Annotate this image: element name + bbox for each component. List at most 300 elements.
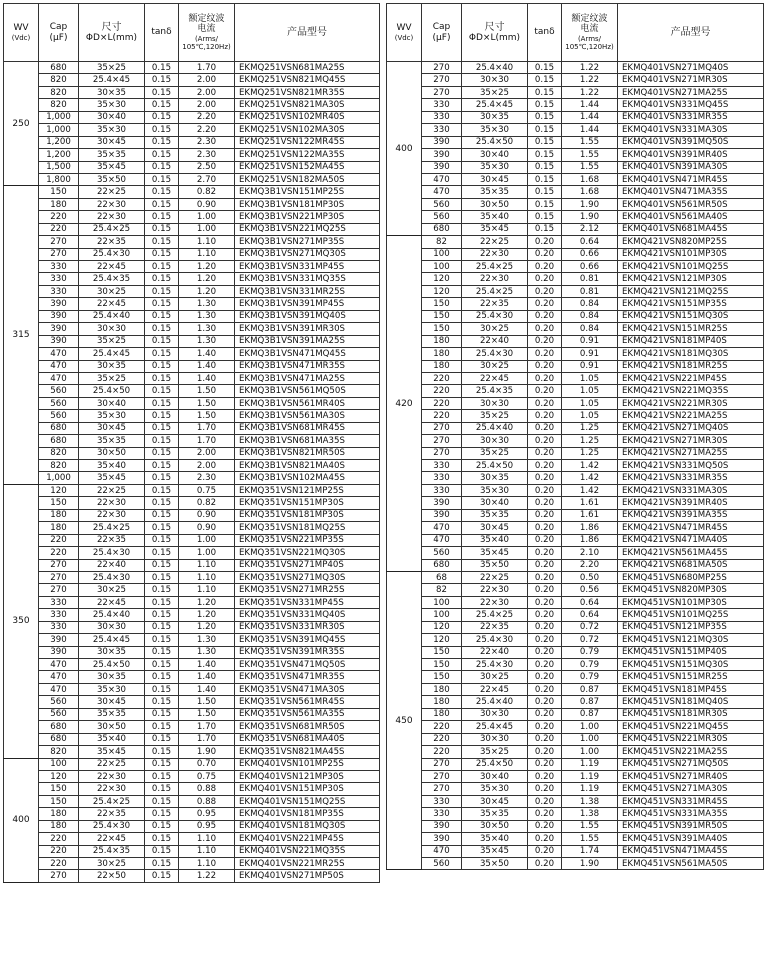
cap-cell: 100 <box>39 758 79 770</box>
size-cell: 25.4×50 <box>462 758 528 770</box>
table-row <box>4 298 380 310</box>
part-number-cell: EKMQ401VSN271MA25S <box>618 86 764 98</box>
table-row <box>4 522 380 534</box>
size-cell: 35×25 <box>79 335 145 347</box>
cap-cell: 270 <box>39 584 79 596</box>
table-row <box>4 820 380 832</box>
cap-cell: 1,000 <box>39 111 79 123</box>
cap-cell: 180 <box>39 820 79 832</box>
cap-cell: 220 <box>39 845 79 857</box>
cap-cell: 390 <box>39 335 79 347</box>
ripple-cell: 1.55 <box>562 136 618 148</box>
cap-cell: 820 <box>39 86 79 98</box>
cap-cell: 330 <box>39 285 79 297</box>
part-number-cell: EKMQ401VSN391MQ50S <box>618 136 764 148</box>
tan-cell: 0.20 <box>528 721 562 733</box>
ripple-cell: 1.50 <box>179 385 235 397</box>
part-number-cell: EKMQ401VSN271MP50S <box>235 870 380 882</box>
ripple-cell: 0.82 <box>179 186 235 198</box>
tan-cell: 0.15 <box>528 136 562 148</box>
tan-cell: 0.15 <box>145 509 179 521</box>
size-cell: 22×45 <box>462 372 528 384</box>
part-number-cell: EKMQ351VSN681MR50S <box>235 721 380 733</box>
table-row <box>387 733 764 745</box>
tan-cell: 0.20 <box>528 746 562 758</box>
size-cell: 22×45 <box>79 261 145 273</box>
table-row <box>387 696 764 708</box>
size-cell: 35×45 <box>462 547 528 559</box>
tan-cell: 0.15 <box>145 273 179 285</box>
size-cell: 30×30 <box>462 435 528 447</box>
cap-cell: 180 <box>422 360 462 372</box>
part-number-cell: EKMQ351VSN331MP45S <box>235 596 380 608</box>
cap-cell: 1,500 <box>39 161 79 173</box>
cap-cell: 680 <box>39 62 79 74</box>
tan-cell: 0.15 <box>145 746 179 758</box>
size-cell: 22×35 <box>79 236 145 248</box>
table-row <box>387 86 764 98</box>
part-number-cell: EKMQ421VSN151MQ30S <box>618 310 764 322</box>
table-row <box>4 472 380 484</box>
table-row <box>387 372 764 384</box>
tan-cell: 0.15 <box>528 124 562 136</box>
size-cell: 30×40 <box>462 149 528 161</box>
size-cell: 22×40 <box>462 335 528 347</box>
part-number-cell: EKMQ251VSN122MR45S <box>235 136 380 148</box>
tan-cell: 0.20 <box>528 795 562 807</box>
cap-cell: 820 <box>39 746 79 758</box>
tan-cell: 0.15 <box>528 74 562 86</box>
cap-cell: 120 <box>422 634 462 646</box>
tan-cell: 0.20 <box>528 484 562 496</box>
ripple-cell: 2.30 <box>179 472 235 484</box>
ripple-cell: 1.70 <box>179 435 235 447</box>
ripple-cell: 1.70 <box>179 721 235 733</box>
part-number-cell: EKMQ451VSN221MQ45S <box>618 721 764 733</box>
cap-cell: 390 <box>422 149 462 161</box>
cap-cell: 680 <box>39 435 79 447</box>
cap-cell: 330 <box>422 472 462 484</box>
part-number-cell: EKMQ351VSN221MQ30S <box>235 547 380 559</box>
cap-cell: 150 <box>39 497 79 509</box>
tan-cell: 0.20 <box>528 708 562 720</box>
tan-cell: 0.15 <box>145 86 179 98</box>
part-number-cell: EKMQ451VSN391MR50S <box>618 820 764 832</box>
part-number-cell: EKMQ451VSN561MA50S <box>618 858 764 870</box>
part-number-cell: EKMQ3B1VSN181MP30S <box>235 198 380 210</box>
table-row <box>4 534 380 546</box>
tan-cell: 0.20 <box>528 435 562 447</box>
tan-cell: 0.15 <box>145 634 179 646</box>
ripple-cell: 0.84 <box>562 298 618 310</box>
size-cell: 30×25 <box>462 671 528 683</box>
ripple-cell: 1.61 <box>562 509 618 521</box>
cap-cell: 180 <box>39 808 79 820</box>
size-cell: 30×40 <box>79 111 145 123</box>
tan-cell: 0.20 <box>528 385 562 397</box>
ripple-cell: 0.95 <box>179 820 235 832</box>
table-row <box>4 111 380 123</box>
size-cell: 30×40 <box>462 770 528 782</box>
size-cell: 35×35 <box>462 186 528 198</box>
tan-cell: 0.20 <box>528 696 562 708</box>
table-row <box>387 285 764 297</box>
part-number-cell: EKMQ251VSN152MA45S <box>235 161 380 173</box>
cap-cell: 390 <box>422 509 462 521</box>
cap-cell: 270 <box>422 447 462 459</box>
size-cell: 22×30 <box>79 770 145 782</box>
size-cell: 25.4×45 <box>79 634 145 646</box>
table-row <box>4 99 380 111</box>
size-cell: 25.4×25 <box>79 223 145 235</box>
ripple-cell: 2.00 <box>179 460 235 472</box>
tan-cell: 0.15 <box>145 261 179 273</box>
table-row <box>4 223 380 235</box>
part-number-cell: EKMQ351VSN821MA45S <box>235 746 380 758</box>
table-row <box>387 621 764 633</box>
cap-cell: 270 <box>422 758 462 770</box>
cap-cell: 180 <box>422 335 462 347</box>
ripple-cell: 1.05 <box>562 385 618 397</box>
ripple-cell: 1.22 <box>562 74 618 86</box>
tan-cell: 0.15 <box>145 223 179 235</box>
cap-cell: 820 <box>39 99 79 111</box>
cap-cell: 150 <box>422 298 462 310</box>
table-row <box>387 360 764 372</box>
tan-cell: 0.15 <box>145 659 179 671</box>
part-number-cell: EKMQ421VSN471MA40S <box>618 534 764 546</box>
part-number-cell: EKMQ421VSN221MQ35S <box>618 385 764 397</box>
size-cell: 35×25 <box>462 447 528 459</box>
size-cell: 22×30 <box>79 211 145 223</box>
ripple-cell: 0.72 <box>562 621 618 633</box>
size-cell: 25.4×25 <box>462 609 528 621</box>
ripple-cell: 0.79 <box>562 659 618 671</box>
tan-cell: 0.20 <box>528 410 562 422</box>
tan-cell: 0.15 <box>145 285 179 297</box>
part-number-cell: EKMQ401VSN391MA30S <box>618 161 764 173</box>
ripple-cell: 1.10 <box>179 248 235 260</box>
part-number-cell: EKMQ451VSN221MR30S <box>618 733 764 745</box>
ripple-cell: 0.91 <box>562 335 618 347</box>
part-number-cell: EKMQ3B1VSN561MQ50S <box>235 385 380 397</box>
size-cell: 25.4×30 <box>462 659 528 671</box>
size-cell: 35×30 <box>79 99 145 111</box>
part-number-cell: EKMQ3B1VSN821MA40S <box>235 460 380 472</box>
tan-cell: 0.20 <box>528 609 562 621</box>
size-cell: 30×35 <box>462 111 528 123</box>
size-cell: 35×30 <box>79 683 145 695</box>
part-number-cell: EKMQ351VSN331MR30S <box>235 621 380 633</box>
part-number-cell: EKMQ3B1VSN102MA45S <box>235 472 380 484</box>
table-row <box>4 634 380 646</box>
table-row <box>387 447 764 459</box>
size-cell: 35×25 <box>462 410 528 422</box>
cap-cell: 470 <box>39 360 79 372</box>
table-row <box>4 410 380 422</box>
tan-cell: 0.15 <box>528 211 562 223</box>
ripple-cell: 0.88 <box>179 795 235 807</box>
ripple-cell: 1.25 <box>562 435 618 447</box>
ripple-cell: 1.00 <box>179 547 235 559</box>
cap-cell: 270 <box>422 783 462 795</box>
size-cell: 25.4×45 <box>462 99 528 111</box>
ripple-cell: 1.42 <box>562 472 618 484</box>
table-row <box>4 422 380 434</box>
table-row <box>387 534 764 546</box>
voltage-group-cell: 400 <box>4 758 39 882</box>
ripple-cell: 1.40 <box>179 671 235 683</box>
part-number-cell: EKMQ451VSN271MA30S <box>618 783 764 795</box>
table-row <box>387 808 764 820</box>
cap-cell: 470 <box>39 671 79 683</box>
table-row <box>4 360 380 372</box>
tan-cell: 0.15 <box>145 397 179 409</box>
part-number-cell: EKMQ3B1VSN331MP45S <box>235 261 380 273</box>
table-row <box>387 547 764 559</box>
tan-cell: 0.20 <box>528 497 562 509</box>
cap-cell: 390 <box>422 497 462 509</box>
part-number-cell: EKMQ421VSN271MQ40S <box>618 422 764 434</box>
ripple-cell: 1.70 <box>179 62 235 74</box>
size-cell: 25.4×25 <box>79 795 145 807</box>
table-row <box>4 733 380 745</box>
tan-cell: 0.15 <box>528 186 562 198</box>
tan-cell: 0.15 <box>145 609 179 621</box>
ripple-cell: 0.82 <box>179 497 235 509</box>
part-number-cell: EKMQ451VSN101MQ25S <box>618 609 764 621</box>
ripple-cell: 2.30 <box>179 149 235 161</box>
ripple-cell: 1.20 <box>179 621 235 633</box>
cap-cell: 470 <box>422 522 462 534</box>
part-number-cell: EKMQ401VSN561MA40S <box>618 211 764 223</box>
part-number-cell: EKMQ401VSN221MQ35S <box>235 845 380 857</box>
cap-cell: 82 <box>422 584 462 596</box>
size-cell: 25.4×40 <box>462 696 528 708</box>
cap-cell: 330 <box>39 596 79 608</box>
part-number-cell: EKMQ401VSN331MA30S <box>618 124 764 136</box>
ripple-cell: 1.10 <box>179 845 235 857</box>
cap-cell: 180 <box>39 198 79 210</box>
size-cell: 22×30 <box>79 509 145 521</box>
ripple-cell: 1.22 <box>562 62 618 74</box>
table-row <box>387 783 764 795</box>
ripple-cell: 1.55 <box>562 161 618 173</box>
part-number-cell: EKMQ451VSN151MR25S <box>618 671 764 683</box>
ripple-cell: 0.72 <box>562 634 618 646</box>
size-cell: 30×35 <box>462 472 528 484</box>
part-number-cell: EKMQ401VSN681MA45S <box>618 223 764 235</box>
table-row <box>4 211 380 223</box>
ripple-cell: 0.90 <box>179 198 235 210</box>
table-row <box>387 646 764 658</box>
ripple-cell: 0.95 <box>179 808 235 820</box>
size-cell: 35×45 <box>79 472 145 484</box>
ripple-cell: 1.40 <box>179 372 235 384</box>
size-cell: 25.4×45 <box>462 721 528 733</box>
ripple-cell: 1.68 <box>562 186 618 198</box>
tan-cell: 0.20 <box>528 584 562 596</box>
tan-cell: 0.15 <box>145 646 179 658</box>
cap-cell: 680 <box>422 559 462 571</box>
table-row <box>387 422 764 434</box>
size-cell: 30×50 <box>79 721 145 733</box>
table-row <box>387 335 764 347</box>
cap-cell: 220 <box>39 223 79 235</box>
table-row <box>4 547 380 559</box>
table-row <box>387 186 764 198</box>
table-row <box>387 74 764 86</box>
tan-cell: 0.15 <box>145 621 179 633</box>
voltage-group-cell: 420 <box>387 236 422 572</box>
ripple-cell: 0.75 <box>179 484 235 496</box>
ripple-cell: 0.90 <box>179 522 235 534</box>
cap-cell: 1,000 <box>39 124 79 136</box>
ripple-cell: 2.20 <box>179 124 235 136</box>
size-cell: 35×40 <box>462 534 528 546</box>
table-row <box>4 571 380 583</box>
cap-cell: 560 <box>422 858 462 870</box>
ripple-cell: 0.81 <box>562 285 618 297</box>
cap-cell: 150 <box>422 671 462 683</box>
table-row <box>4 783 380 795</box>
cap-cell: 120 <box>422 621 462 633</box>
tan-cell: 0.15 <box>145 683 179 695</box>
header-tan: tanδ <box>145 4 179 62</box>
size-cell: 30×35 <box>79 360 145 372</box>
ripple-cell: 0.87 <box>562 708 618 720</box>
ripple-cell: 1.10 <box>179 858 235 870</box>
part-number-cell: EKMQ351VSN681MA40S <box>235 733 380 745</box>
table-row <box>387 659 764 671</box>
tan-cell: 0.20 <box>528 559 562 571</box>
size-cell: 30×45 <box>79 696 145 708</box>
part-number-cell: EKMQ3B1VSN471MA25S <box>235 372 380 384</box>
cap-cell: 470 <box>39 348 79 360</box>
size-cell: 30×45 <box>462 522 528 534</box>
tan-cell: 0.15 <box>145 559 179 571</box>
ripple-cell: 1.10 <box>179 584 235 596</box>
part-number-cell: EKMQ3B1VSN821MR50S <box>235 447 380 459</box>
ripple-cell: 1.44 <box>562 99 618 111</box>
cap-cell: 220 <box>422 385 462 397</box>
part-number-cell: EKMQ451VSN331MA35S <box>618 808 764 820</box>
part-number-cell: EKMQ421VSN121MP30S <box>618 273 764 285</box>
cap-cell: 330 <box>39 273 79 285</box>
tan-cell: 0.15 <box>145 385 179 397</box>
cap-cell: 270 <box>422 435 462 447</box>
part-number-cell: EKMQ421VSN151MP35S <box>618 298 764 310</box>
ripple-cell: 1.00 <box>179 211 235 223</box>
cap-cell: 180 <box>422 348 462 360</box>
cap-cell: 120 <box>39 770 79 782</box>
size-cell: 30×35 <box>79 671 145 683</box>
tan-cell: 0.15 <box>145 410 179 422</box>
part-number-cell: EKMQ451VSN151MP40S <box>618 646 764 658</box>
part-number-cell: EKMQ421VSN181MP40S <box>618 335 764 347</box>
voltage-group-cell: 400 <box>387 62 422 236</box>
header-size: 尺寸 ΦD×L(mm) <box>79 4 145 62</box>
tan-cell: 0.20 <box>528 372 562 384</box>
cap-cell: 220 <box>39 833 79 845</box>
ripple-cell: 1.40 <box>179 348 235 360</box>
table-row <box>4 621 380 633</box>
cap-cell: 220 <box>422 372 462 384</box>
tan-cell: 0.15 <box>145 671 179 683</box>
ripple-cell: 1.10 <box>179 236 235 248</box>
tan-cell: 0.15 <box>145 820 179 832</box>
cap-cell: 270 <box>422 86 462 98</box>
part-number-cell: EKMQ351VSN271MR25S <box>235 584 380 596</box>
table-row <box>387 770 764 782</box>
cap-cell: 180 <box>422 696 462 708</box>
tan-cell: 0.15 <box>145 596 179 608</box>
ripple-cell: 1.42 <box>562 484 618 496</box>
ripple-cell: 1.19 <box>562 770 618 782</box>
part-number-cell: EKMQ421VSN121MQ25S <box>618 285 764 297</box>
tan-cell: 0.15 <box>145 708 179 720</box>
tan-cell: 0.15 <box>145 472 179 484</box>
ripple-cell: 1.55 <box>562 820 618 832</box>
cap-cell: 220 <box>422 746 462 758</box>
cap-cell: 82 <box>422 236 462 248</box>
table-row <box>4 484 380 496</box>
cap-cell: 270 <box>39 870 79 882</box>
size-cell: 22×45 <box>79 596 145 608</box>
part-number-cell: EKMQ351VSN271MP40S <box>235 559 380 571</box>
size-cell: 25.4×40 <box>462 422 528 434</box>
table-row <box>4 385 380 397</box>
part-number-cell: EKMQ401VSN471MA35S <box>618 186 764 198</box>
table-row <box>4 609 380 621</box>
tan-cell: 0.15 <box>145 360 179 372</box>
size-cell: 35×25 <box>462 746 528 758</box>
tan-cell: 0.20 <box>528 335 562 347</box>
cap-cell: 220 <box>39 211 79 223</box>
cap-cell: 150 <box>422 310 462 322</box>
size-cell: 25.4×30 <box>462 310 528 322</box>
tan-cell: 0.20 <box>528 820 562 832</box>
table-row <box>4 559 380 571</box>
part-number-cell: EKMQ351VSN181MQ25S <box>235 522 380 534</box>
size-cell: 22×30 <box>79 497 145 509</box>
table-row <box>4 659 380 671</box>
part-number-cell: EKMQ401VSN181MQ30S <box>235 820 380 832</box>
cap-cell: 100 <box>422 261 462 273</box>
size-cell: 22×30 <box>462 584 528 596</box>
table-row <box>4 584 380 596</box>
size-cell: 25.4×35 <box>462 385 528 397</box>
part-number-cell: EKMQ251VSN182MA50S <box>235 173 380 185</box>
ripple-cell: 2.00 <box>179 74 235 86</box>
part-number-cell: EKMQ401VSN221MP45S <box>235 833 380 845</box>
cap-cell: 560 <box>39 397 79 409</box>
tan-cell: 0.15 <box>145 484 179 496</box>
spec-table-left <box>3 3 380 883</box>
tan-cell: 0.20 <box>528 659 562 671</box>
ripple-cell: 1.40 <box>179 683 235 695</box>
cap-cell: 100 <box>422 596 462 608</box>
table-row <box>387 472 764 484</box>
size-cell: 25.4×30 <box>79 571 145 583</box>
part-number-cell: EKMQ421VSN181MR25S <box>618 360 764 372</box>
size-cell: 30×45 <box>462 795 528 807</box>
cap-cell: 390 <box>422 833 462 845</box>
part-number-cell: EKMQ251VSN102MR40S <box>235 111 380 123</box>
part-number-cell: EKMQ401VSN391MR40S <box>618 149 764 161</box>
cap-cell: 560 <box>422 198 462 210</box>
tan-cell: 0.15 <box>145 858 179 870</box>
